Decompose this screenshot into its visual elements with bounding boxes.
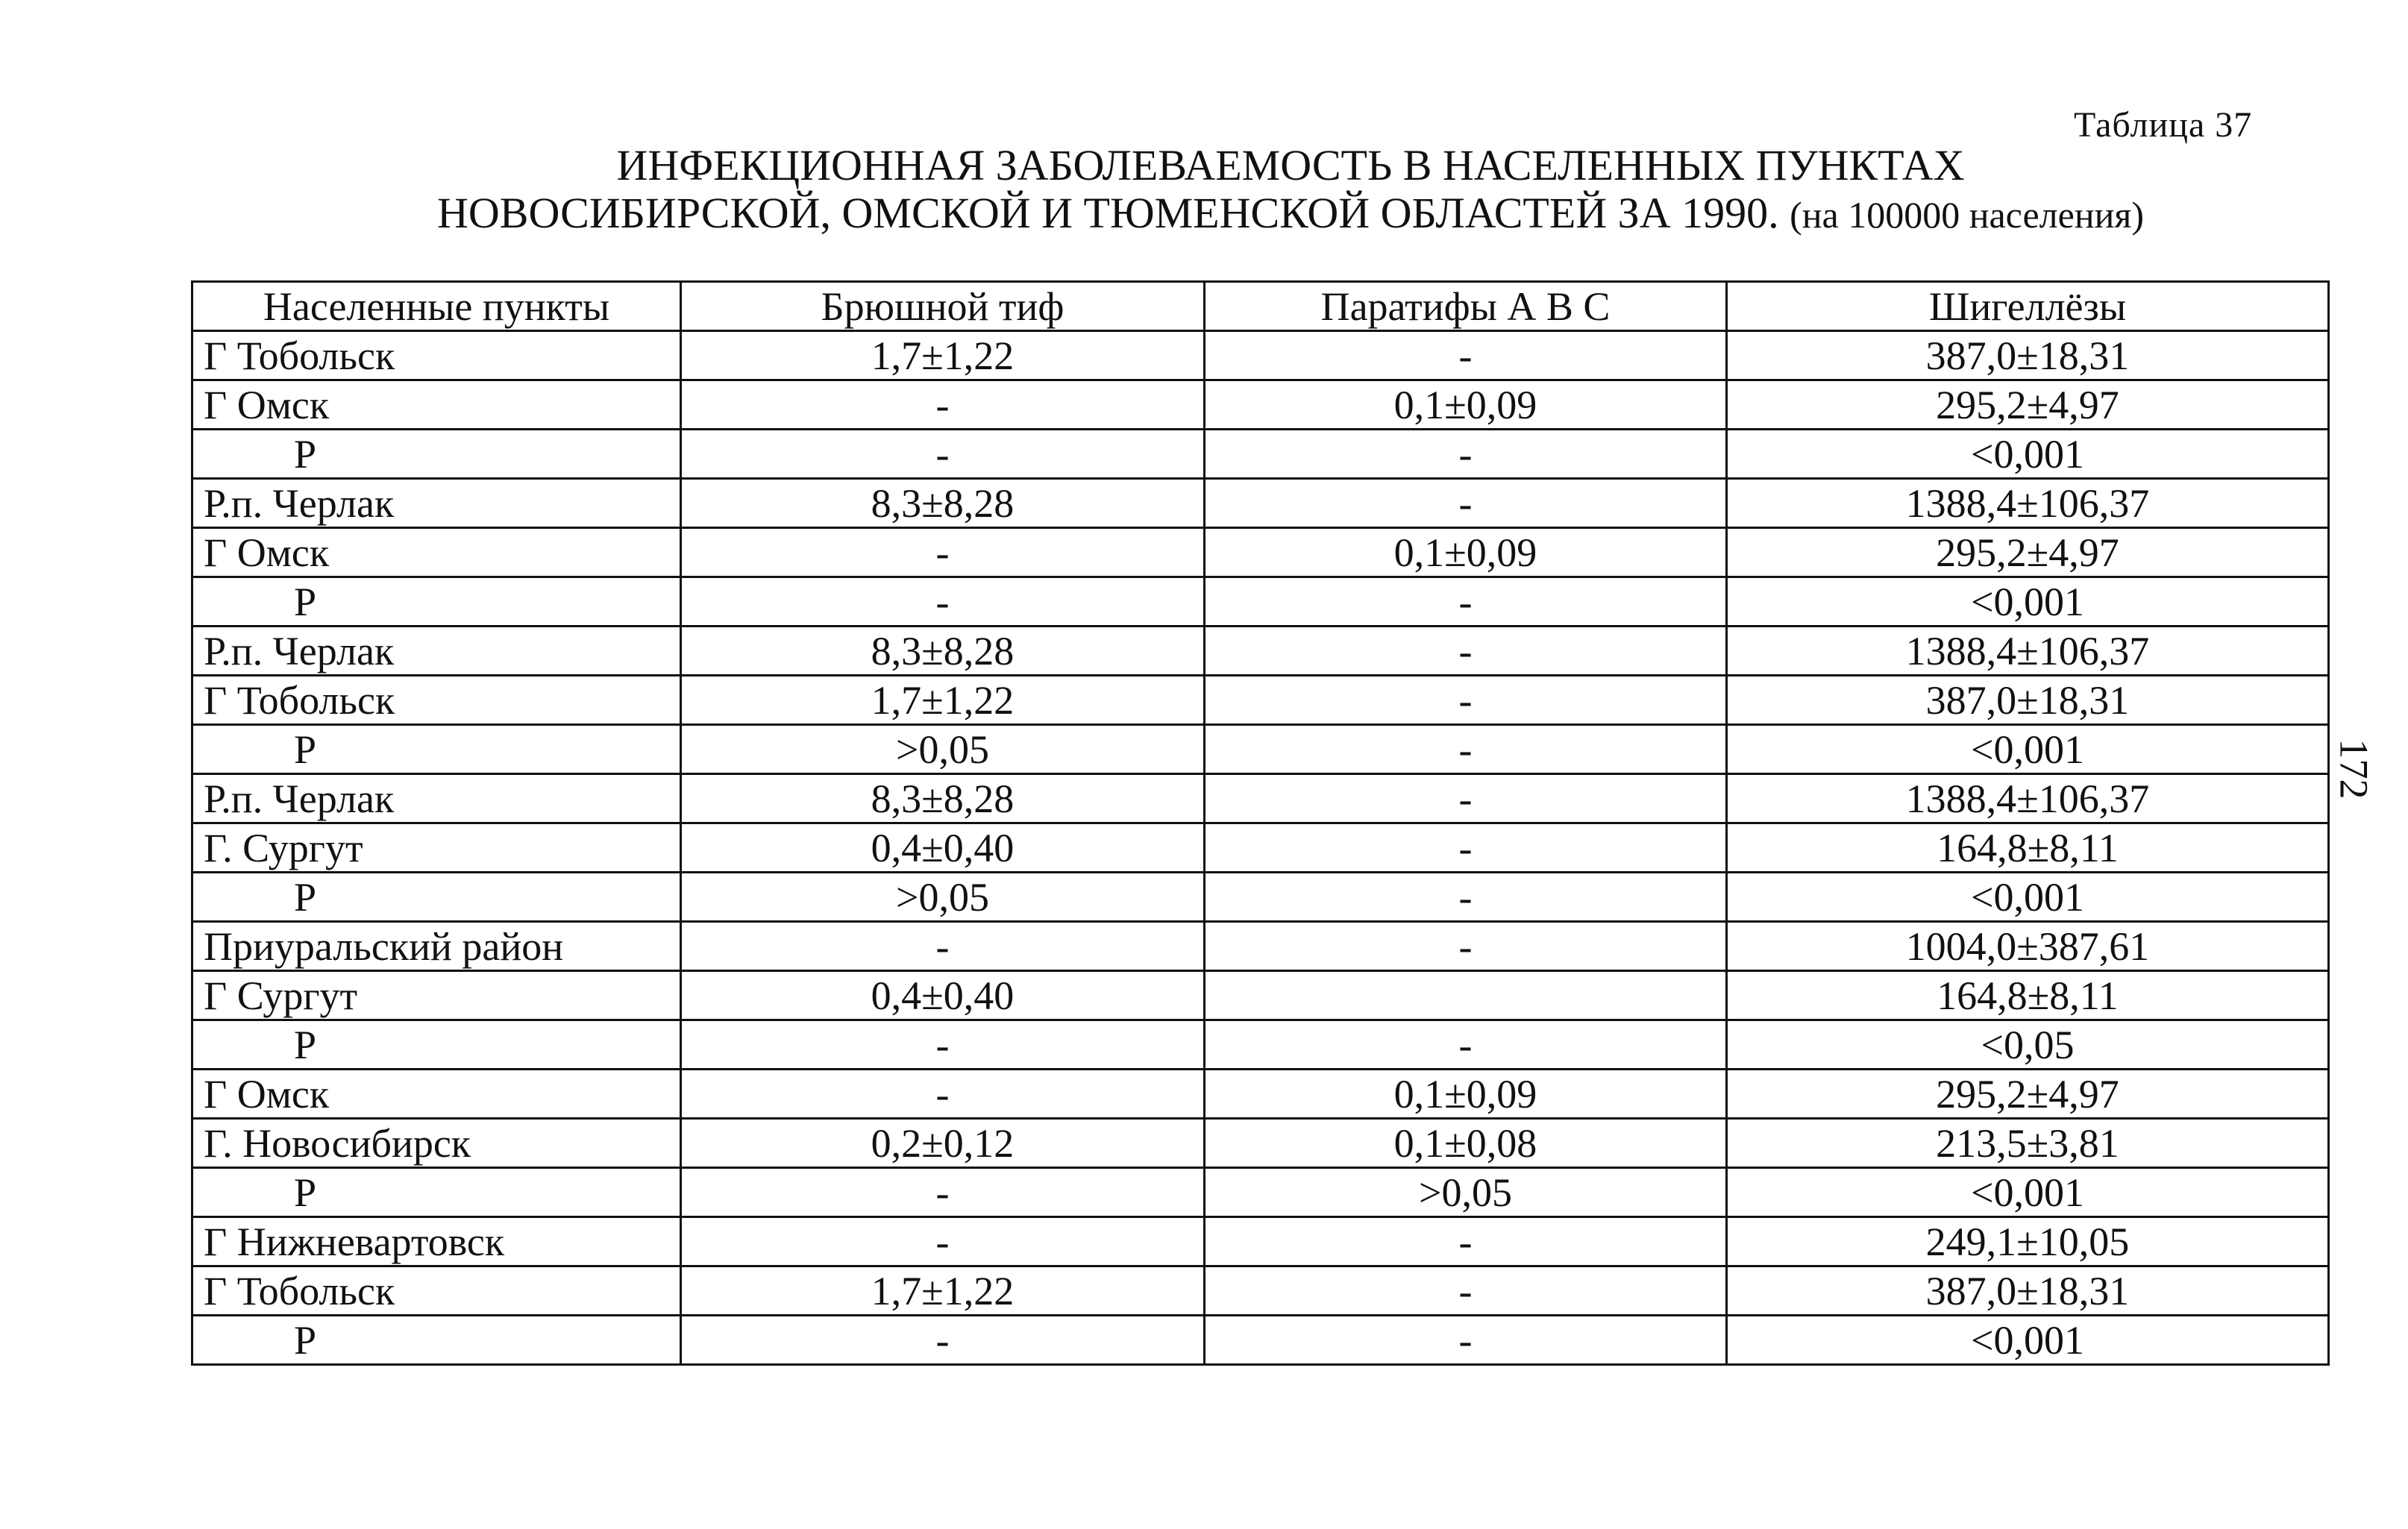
cell-shigellosis: <0,001 [1727,1316,2329,1365]
header-settlements: Населенные пункты [192,282,681,331]
table-row [192,971,2329,1020]
cell-settlement: Г Омск [192,1070,681,1119]
header-paratyphoid: Паратифы А В С [1205,282,1727,331]
cell-typhoid: 0,4±0,40 [681,823,1205,873]
title-line-1: ИНФЕКЦИОННАЯ ЗАБОЛЕВАЕМОСТЬ В НАСЕЛЕННЫХ ПУНКТАХ [616,141,1965,189]
table-row [192,823,2329,873]
cell-typhoid: - [681,1217,1205,1266]
cell-shigellosis: 387,0±18,31 [1727,1266,2329,1316]
table-row [192,1217,2329,1266]
cell-settlement: Г Сургут [192,971,681,1020]
cell-typhoid: - [681,922,1205,971]
cell-settlement: Р [192,577,681,627]
cell-settlement: Р [192,873,681,922]
cell-shigellosis: <0,001 [1727,577,2329,627]
cell-settlement: Р.п. Черлак [192,627,681,676]
cell-typhoid: 0,2±0,12 [681,1119,1205,1168]
cell-paratyphoid: - [1205,725,1727,774]
table-row [192,922,2329,971]
table-row [192,331,2329,380]
cell-typhoid: - [681,1316,1205,1365]
cell-settlement: Р [192,1020,681,1070]
cell-shigellosis: 249,1±10,05 [1727,1217,2329,1266]
cell-typhoid: - [681,1020,1205,1070]
cell-typhoid: 8,3±8,28 [681,774,1205,823]
table-number: Таблица 37 [2074,105,2253,145]
cell-shigellosis: 1004,0±387,61 [1727,922,2329,971]
cell-settlement: Г Тобольск [192,1266,681,1316]
table-row [192,1070,2329,1119]
cell-shigellosis: 295,2±4,97 [1727,528,2329,577]
cell-settlement: Р [192,725,681,774]
table-row [192,774,2329,823]
cell-shigellosis: 1388,4±106,37 [1727,774,2329,823]
cell-settlement: Р [192,1316,681,1365]
cell-settlement: Г Омск [192,528,681,577]
cell-settlement: Р [192,430,681,479]
cell-typhoid: 1,7±1,22 [681,1266,1205,1316]
cell-paratyphoid: - [1205,1217,1727,1266]
table-body [192,331,2329,1365]
cell-paratyphoid: - [1205,823,1727,873]
cell-paratyphoid [1205,971,1727,1020]
cell-typhoid: - [681,1168,1205,1217]
cell-paratyphoid: 0,1±0,09 [1205,380,1727,430]
cell-settlement: Г Нижневартовск [192,1217,681,1266]
cell-paratyphoid: - [1205,922,1727,971]
table-row [192,430,2329,479]
cell-settlement: Р [192,1168,681,1217]
cell-typhoid: - [681,380,1205,430]
cell-paratyphoid: - [1205,1316,1727,1365]
cell-shigellosis: 1388,4±106,37 [1727,627,2329,676]
cell-paratyphoid: - [1205,676,1727,725]
title-line-2-note: (на 100000 населения) [1790,194,2144,236]
table-row [192,479,2329,528]
cell-shigellosis: 1388,4±106,37 [1727,479,2329,528]
cell-paratyphoid: - [1205,577,1727,627]
cell-paratyphoid: - [1205,1266,1727,1316]
cell-shigellosis: 213,5±3,81 [1727,1119,2329,1168]
cell-shigellosis: <0,001 [1727,725,2329,774]
cell-settlement: Р.п. Черлак [192,479,681,528]
cell-settlement: Г. Новосибирск [192,1119,681,1168]
cell-typhoid: >0,05 [681,873,1205,922]
cell-settlement: Г Тобольск [192,331,681,380]
cell-paratyphoid: >0,05 [1205,1168,1727,1217]
cell-paratyphoid: - [1205,331,1727,380]
table-header-row [192,282,2329,331]
header-typhoid: Брюшной тиф [681,282,1205,331]
cell-typhoid: 8,3±8,28 [681,627,1205,676]
cell-typhoid: - [681,528,1205,577]
cell-typhoid: >0,05 [681,725,1205,774]
table-row [192,676,2329,725]
cell-shigellosis: <0,001 [1727,1168,2329,1217]
cell-shigellosis: 387,0±18,31 [1727,331,2329,380]
title-line-2-main: НОВОСИБИРСКОЙ, ОМСКОЙ И ТЮМЕНСКОЙ ОБЛАСТЕЙ ЗА 1990. [437,189,1779,237]
cell-settlement: Приуральский район [192,922,681,971]
cell-typhoid: 1,7±1,22 [681,331,1205,380]
title-line-2 [186,189,2395,239]
table-row [192,873,2329,922]
cell-shigellosis: <0,001 [1727,873,2329,922]
cell-shigellosis: <0,001 [1727,430,2329,479]
cell-paratyphoid: - [1205,873,1727,922]
cell-paratyphoid: 0,1±0,09 [1205,528,1727,577]
cell-paratyphoid: 0,1±0,08 [1205,1119,1727,1168]
cell-paratyphoid: - [1205,627,1727,676]
cell-shigellosis: <0,05 [1727,1020,2329,1070]
morbidity-table [191,280,2330,1366]
cell-paratyphoid: - [1205,479,1727,528]
cell-typhoid: 1,7±1,22 [681,676,1205,725]
table-row [192,627,2329,676]
cell-settlement: Г Тобольск [192,676,681,725]
cell-settlement: Г. Сургут [192,823,681,873]
table-row [192,1316,2329,1365]
cell-shigellosis: 295,2±4,97 [1727,1070,2329,1119]
page-number: 172 [2331,738,2377,800]
table-row [192,528,2329,577]
cell-shigellosis: 164,8±8,11 [1727,971,2329,1020]
table-row [192,380,2329,430]
table-row [192,1266,2329,1316]
table-row [192,577,2329,627]
header-shigellosis: Шигеллёзы [1727,282,2329,331]
cell-paratyphoid: 0,1±0,09 [1205,1070,1727,1119]
page-title [186,142,2395,239]
cell-paratyphoid: - [1205,774,1727,823]
cell-settlement: Р.п. Черлак [192,774,681,823]
table-row [192,1020,2329,1070]
cell-typhoid: - [681,577,1205,627]
cell-settlement: Г Омск [192,380,681,430]
cell-typhoid: - [681,1070,1205,1119]
table-row [192,725,2329,774]
cell-typhoid: 0,4±0,40 [681,971,1205,1020]
cell-shigellosis: 164,8±8,11 [1727,823,2329,873]
table-row [192,1119,2329,1168]
cell-shigellosis: 387,0±18,31 [1727,676,2329,725]
cell-typhoid: 8,3±8,28 [681,479,1205,528]
cell-typhoid: - [681,430,1205,479]
cell-paratyphoid: - [1205,1020,1727,1070]
cell-paratyphoid: - [1205,430,1727,479]
table-row [192,1168,2329,1217]
cell-shigellosis: 295,2±4,97 [1727,380,2329,430]
